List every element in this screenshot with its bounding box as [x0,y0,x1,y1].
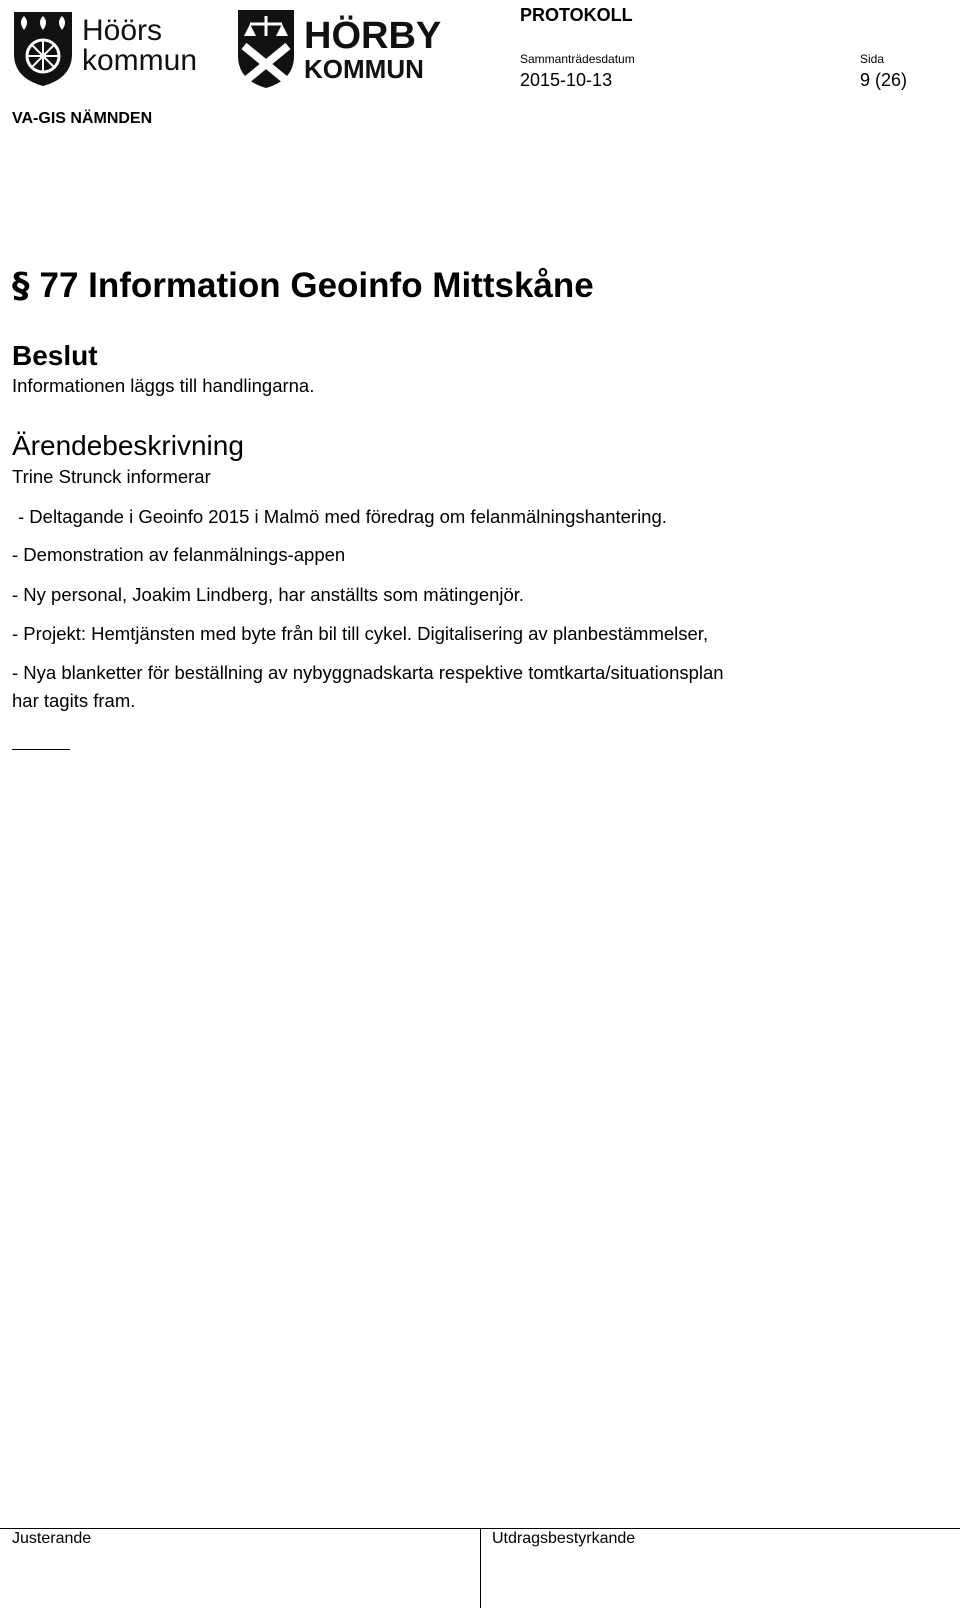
informant-line: Trine Strunck informerar [12,466,211,487]
decision-heading: Beslut [12,340,98,371]
meeting-date-label: Sammanträdesdatum [520,52,635,66]
list-item-line: - Nya blanketter för beställning av nybyggnadskarta respektive tomtkarta/situationsplan [12,662,724,683]
adjuster-label: Justerande [12,1530,92,1547]
svg-text:HÖRBY: HÖRBY [304,15,442,57]
list-item [12,659,724,715]
page-number: 9 (26) [860,70,908,90]
description-heading: Ärendebeskrivning [12,430,244,461]
meeting-date-value: 2015-10-13 [520,70,613,90]
horby-kommun-crest-icon [236,6,442,92]
document-type: PROTOKOLL [520,5,633,25]
list-item: - Ny personal, Joakim Lindberg, har anställts som mätingenjör. [12,584,525,605]
svg-text:Höörs: Höörs [82,14,163,47]
svg-text:KOMMUN: KOMMUN [304,54,424,84]
hoors-kommun-crest-icon [12,8,212,88]
end-rule [12,749,70,750]
footer-divider [480,1528,481,1608]
list-item: - Projekt: Hemtjänsten med byte från bil till cykel. Digitalisering av planbestämmelser, [12,623,709,644]
section-symbol: § [12,266,30,306]
decision-text: Informationen läggs till handlingarna. [12,375,315,396]
svg-text:kommun: kommun [82,44,198,77]
list-item: - Demonstration av felanmälnings-appen [12,544,346,565]
section-title [12,266,594,306]
page-label: Sida [860,52,885,66]
list-item-line: har tagits fram. [12,690,136,711]
section-title-text: 77 Information Geoinfo Mittskåne [39,266,594,305]
committee-name: VA-GIS NÄMNDEN [12,110,153,127]
certification-label: Utdragsbestyrkande [492,1530,636,1547]
list-item: - Deltagande i Geoinfo 2015 i Malmö med föredrag om felanmälningshantering. [18,506,667,527]
horby-kommun-logo [236,6,442,92]
hoors-kommun-logo [12,8,212,88]
